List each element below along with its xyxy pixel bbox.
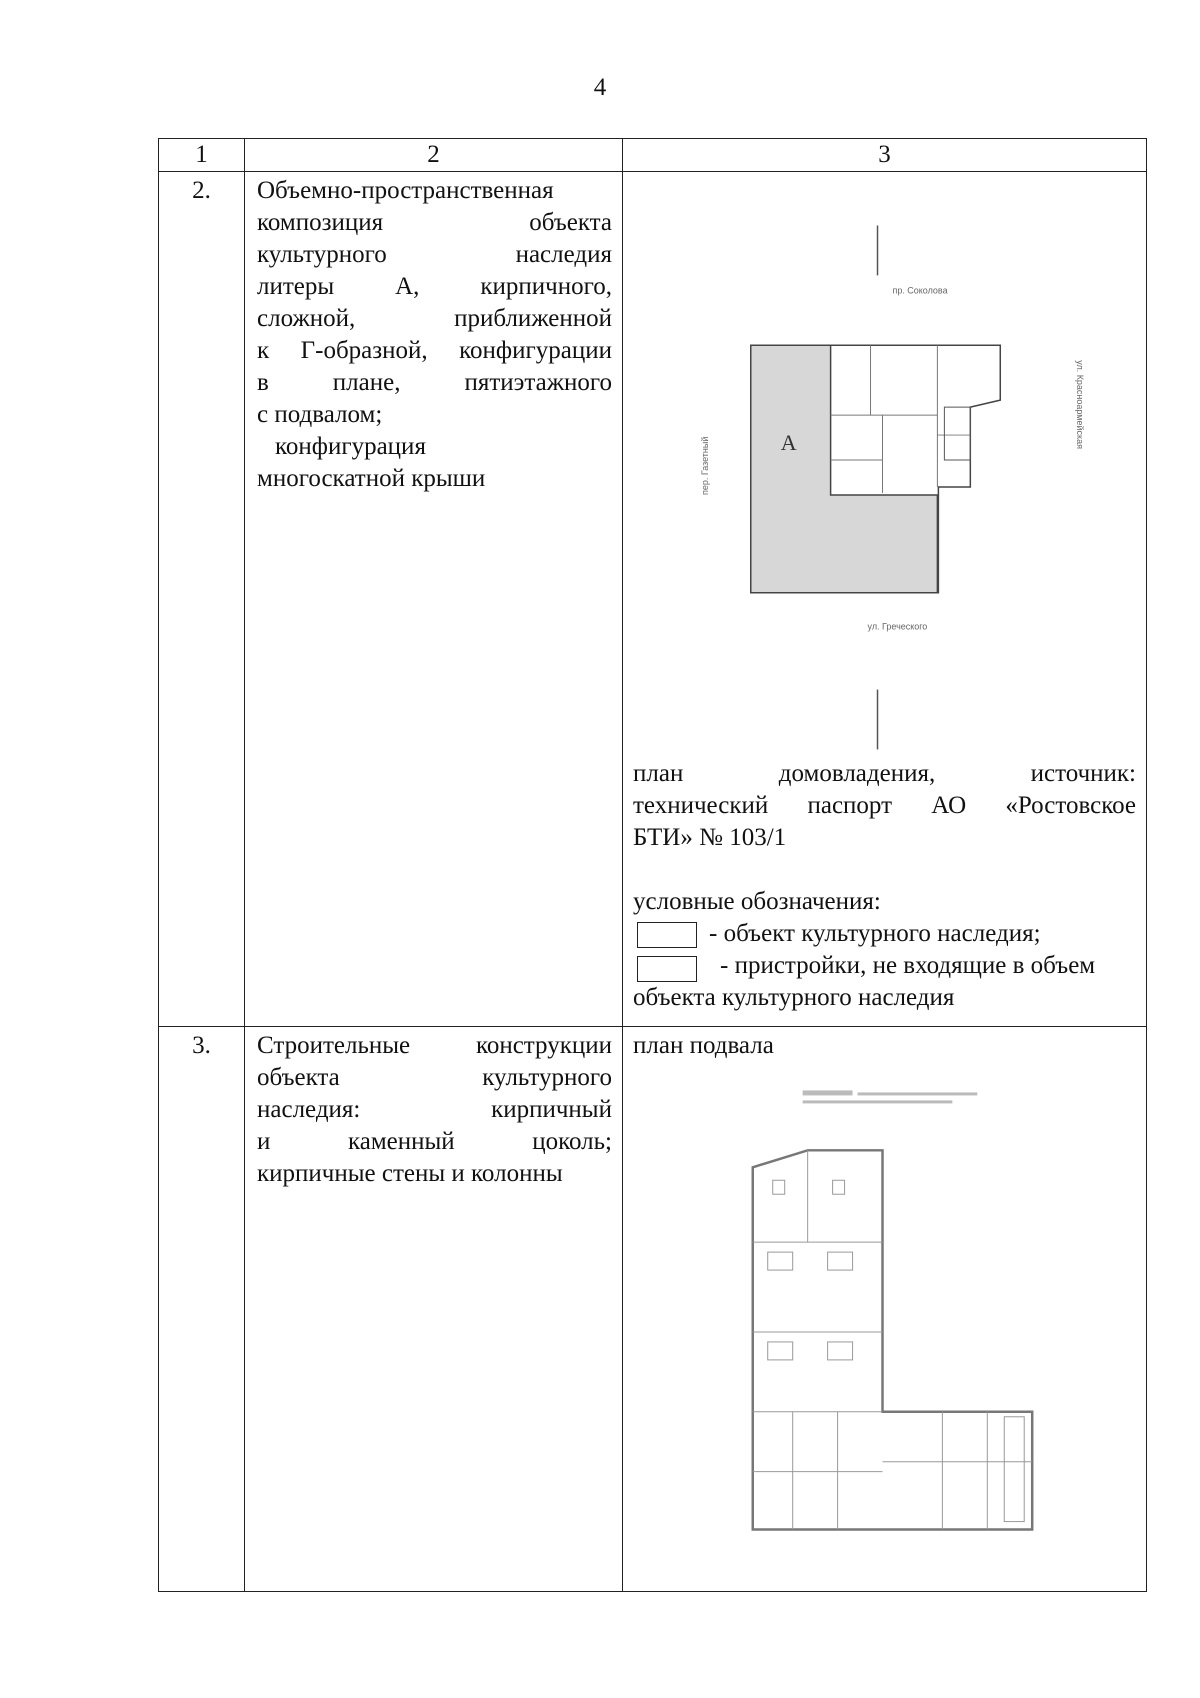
desc-line: кирпичные стены и колонны: [257, 1160, 563, 1187]
desc-line: Объемно-пространственная: [257, 177, 554, 204]
desc-line: наследия: кирпичный: [257, 1096, 612, 1123]
table-row: [159, 172, 1147, 1027]
desc-line: многоскатной крыши: [257, 465, 486, 492]
header-col-2: 2: [245, 139, 623, 172]
street-label-right: ул. Красноармейская: [1075, 360, 1086, 449]
legend-text-heritage: - объект культурного наследия;: [709, 920, 1041, 947]
header-col-3: 3: [623, 139, 1147, 172]
desc-line: и каменный цоколь;: [257, 1128, 612, 1155]
row-description: [245, 172, 623, 1027]
caption-line: технический паспорт АО «Ростовское: [633, 792, 1136, 819]
legend-text-extensions-cont: объекта культурного наследия: [633, 984, 955, 1011]
caption-line: план домовладения, источник:: [633, 760, 1136, 787]
legend-text-extensions: - пристройки, не входящие в объем: [720, 952, 1096, 979]
row-description: [245, 1027, 623, 1592]
desc-line: композиция объекта: [257, 209, 612, 236]
legend-item-extensions: [633, 950, 1136, 982]
header-row: [159, 139, 1147, 172]
page-number: 4: [593, 74, 607, 101]
desc-line: Строительные конструкции: [257, 1032, 612, 1059]
desc-line: объекта культурного: [257, 1064, 612, 1091]
desc-line: конфигурация: [275, 433, 426, 460]
row-illustration: [623, 1027, 1147, 1592]
table-row: [159, 1027, 1147, 1592]
street-label-left: пер. Газетный: [699, 436, 710, 495]
desc-line: культурного наследия: [257, 241, 612, 268]
row-number: 2.: [159, 172, 245, 1027]
desc-line: с подвалом;: [257, 401, 383, 428]
heritage-object-footprint: [751, 345, 938, 593]
street-label-bottom: ул. Греческого: [867, 621, 928, 632]
desc-line: сложной, приближенной: [257, 305, 612, 332]
row-illustration: [623, 172, 1147, 1027]
caption-line: план подвала: [633, 1032, 774, 1059]
desc-line: литеры А, кирпичного,: [257, 273, 612, 300]
site-plan-drawing: [633, 175, 1136, 758]
basement-plan-drawing: [633, 1062, 1136, 1552]
desc-line: к Г-образной, конфигурации: [257, 337, 612, 364]
legend-title: условные обозначения:: [633, 888, 881, 915]
legend-swatch-heritage: [637, 922, 697, 948]
header-col-1: 1: [159, 139, 245, 172]
street-label-top: пр. Соколова: [892, 285, 948, 296]
caption-line: БТИ» № 103/1: [633, 824, 787, 851]
passport-table: [158, 138, 1147, 1592]
row-number: 3.: [159, 1027, 245, 1592]
legend-swatch-extensions: [637, 956, 697, 982]
desc-line: в плане, пятиэтажного: [257, 369, 612, 396]
litera-a-label: А: [780, 430, 797, 456]
legend-item-heritage: [633, 918, 1136, 950]
